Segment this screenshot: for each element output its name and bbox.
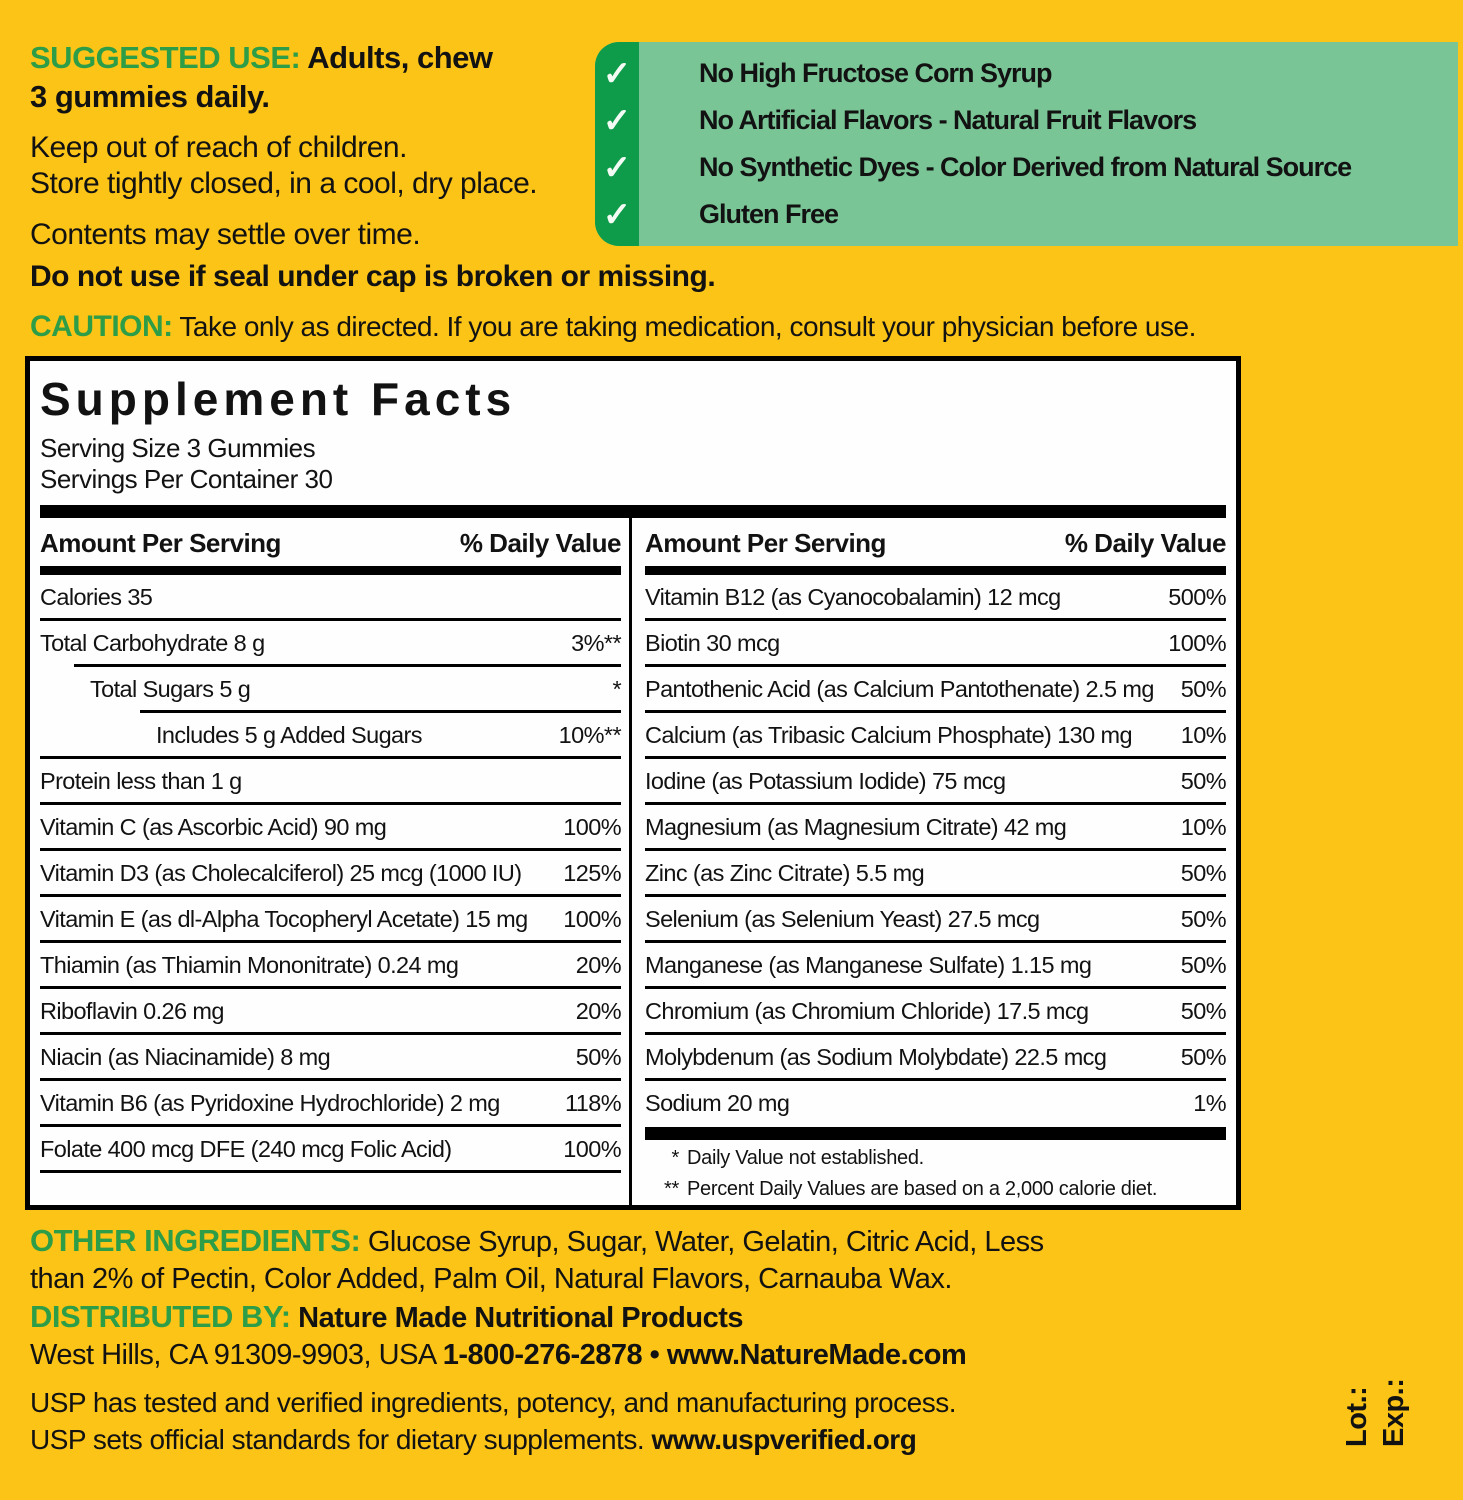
usp-tested-line: USP has tested and verified ingredients, potency, and manufacturing process. [30, 1387, 956, 1418]
amount-per-serving-header: Amount Per Serving [645, 528, 886, 558]
table-row [40, 986, 621, 1032]
table-row [40, 1078, 621, 1124]
other-ingredients-label: OTHER INGREDIENTS: [30, 1223, 361, 1258]
distributed-by-label: DISTRIBUTED BY: [30, 1299, 291, 1334]
nutrient-name: Selenium (as Selenium Yeast) 27.5 mcg [645, 906, 1040, 932]
caution-label: CAUTION: [30, 310, 173, 343]
nutrient-name: Vitamin E (as dl-Alpha Tocopheryl Acetate) 15 mg [40, 906, 528, 932]
divider-bar [645, 1127, 1226, 1140]
table-row [645, 572, 1226, 618]
lot-exp-block [1339, 1355, 1413, 1447]
nutrient-value: 50% [1180, 906, 1226, 932]
nutrient-name: Sodium 20 mg [645, 1090, 790, 1116]
checkmark-icon: ✓ [602, 101, 632, 140]
table-row [40, 1032, 621, 1078]
claim-label: No Artificial Flavors - Natural Fruit Flavors [699, 105, 1197, 135]
nutrient-name: Protein less than 1 g [40, 768, 242, 794]
address-text: West Hills, CA 91309-9903, USA [30, 1339, 443, 1371]
table-row [645, 940, 1226, 986]
nutrient-name: Thiamin (as Thiamin Mononitrate) 0.24 mg [40, 952, 459, 978]
nutrient-value: 50% [1180, 768, 1226, 794]
lot-label: Lot.: [1341, 1386, 1373, 1447]
claim-item [595, 148, 1458, 187]
footnote-marker: ** [664, 1178, 679, 1200]
nutrient-value: 50% [1180, 1044, 1226, 1070]
nutrient-name: Calcium (as Tribasic Calcium Phosphate) 130 mg [645, 722, 1132, 748]
table-row [645, 756, 1226, 802]
column-header [40, 518, 621, 572]
footnote-text: Daily Value not established. [687, 1147, 924, 1169]
nutrient-value: 500% [1168, 584, 1226, 610]
nutrient-value: 100% [563, 906, 621, 932]
other-ingredients-text1: Glucose Syrup, Sugar, Water, Gelatin, Citric Acid, Less [360, 1226, 1044, 1258]
claim-item [595, 101, 1458, 140]
footnote-percent-dv [645, 1177, 1226, 1202]
nutrient-value: * [612, 676, 621, 702]
nutrient-name: Total Carbohydrate 8 g [40, 630, 265, 656]
servings-per-container-text: Servings Per Container 30 [40, 464, 333, 494]
nutrient-name: Vitamin C (as Ascorbic Acid) 90 mg [40, 814, 387, 840]
supplement-facts-panel [25, 356, 1241, 1210]
nutrient-value: 50% [1180, 860, 1226, 886]
suggested-use-text1: Adults, chew [307, 40, 493, 75]
table-row [74, 664, 621, 710]
table-row [40, 618, 621, 664]
claim-item [595, 54, 1458, 93]
storage-instructions [30, 130, 600, 202]
seal-warning-text: Do not use if seal under cap is broken or missing. [30, 260, 716, 293]
nutrient-name: Manganese (as Manganese Sulfate) 1.15 mg [645, 952, 1092, 978]
facts-columns [40, 518, 1226, 1210]
table-row [40, 894, 621, 940]
checkmark-icon: ✓ [602, 195, 632, 234]
nutrient-value: 10% [1180, 722, 1226, 748]
column-header [645, 518, 1226, 572]
nutrient-name: Riboflavin 0.26 mg [40, 998, 224, 1024]
nutrient-value: 10% [1180, 814, 1226, 840]
store-tightly-text: Store tightly closed, in a cool, dry place. [30, 167, 538, 200]
table-row [140, 710, 621, 756]
nutrient-value: 50% [1180, 998, 1226, 1024]
table-row [40, 1124, 621, 1173]
nutrient-value: 50% [1180, 952, 1226, 978]
keep-out-of-reach-text: Keep out of reach of children. [30, 131, 407, 164]
nutrient-value: 100% [563, 1136, 621, 1162]
daily-value-header: % Daily Value [459, 528, 621, 558]
amount-per-serving-header: Amount Per Serving [40, 528, 281, 558]
divider-bar [40, 505, 1226, 518]
table-row [40, 572, 621, 618]
facts-column-right [632, 518, 1226, 1210]
nutrient-name: Total Sugars 5 g [90, 676, 251, 702]
supplement-facts-title: Supplement Facts [40, 373, 517, 425]
table-row [645, 802, 1226, 848]
suggested-use-block [30, 38, 600, 252]
nutrient-name: Vitamin B6 (as Pyridoxine Hydrochloride) 2 mg [40, 1090, 500, 1116]
website-url: www.NatureMade.com [666, 1339, 967, 1371]
nutrient-value: 3%** [571, 630, 621, 656]
facts-column-left [40, 518, 632, 1210]
claim-label: Gluten Free [699, 199, 839, 229]
other-ingredients-line1 [30, 1222, 1330, 1261]
table-row [40, 756, 621, 802]
address-line [30, 1337, 1330, 1374]
claim-item [595, 195, 1458, 234]
table-row [645, 664, 1226, 710]
table-row [40, 848, 621, 894]
bottom-info-block [30, 1222, 1330, 1458]
nutrient-name: Niacin (as Niacinamide) 8 mg [40, 1044, 331, 1070]
nutrient-value: 10%** [558, 722, 621, 748]
nutrient-name: Chromium (as Chromium Chloride) 17.5 mcg [645, 998, 1089, 1024]
nutrient-name: Vitamin B12 (as Cyanocobalamin) 12 mcg [645, 584, 1061, 610]
table-row [645, 1032, 1226, 1078]
suggested-use-label: SUGGESTED USE: [30, 40, 301, 75]
other-ingredients-line2: than 2% of Pectin, Color Added, Palm Oil, Natural Flavors, Carnauba Wax. [30, 1263, 952, 1295]
nutrient-value: 20% [575, 952, 621, 978]
claims-panel [595, 42, 1458, 246]
nutrient-value: 100% [1168, 630, 1226, 656]
nutrient-name: Zinc (as Zinc Citrate) 5.5 mg [645, 860, 925, 886]
nutrient-name: Folate 400 mcg DFE (240 mcg Folic Acid) [40, 1136, 452, 1162]
nutrient-value: 20% [575, 998, 621, 1024]
claim-label: No Synthetic Dyes - Color Derived from Natural Source [699, 152, 1352, 182]
daily-value-header: % Daily Value [1064, 528, 1226, 558]
suggested-use-line1 [30, 38, 600, 77]
nutrient-value: 100% [563, 814, 621, 840]
usp-standards-text: USP sets official standards for dietary supplements. [30, 1424, 652, 1455]
table-row [40, 802, 621, 848]
nutrient-name: Includes 5 g Added Sugars [156, 722, 422, 748]
table-row [645, 710, 1226, 756]
nutrient-value: 118% [565, 1090, 621, 1116]
nutrient-name: Magnesium (as Magnesium Citrate) 42 mg [645, 814, 1067, 840]
table-row [645, 618, 1226, 664]
nutrient-value: 50% [575, 1044, 621, 1070]
nutrient-value: 50% [1180, 676, 1226, 702]
table-row [645, 986, 1226, 1032]
checkmark-icon: ✓ [602, 54, 632, 93]
footnote-dv-not-established [645, 1146, 1226, 1171]
checkmark-icon: ✓ [602, 148, 632, 187]
table-row [645, 848, 1226, 894]
table-row [40, 940, 621, 986]
table-row [645, 894, 1226, 940]
contents-settle-text: Contents may settle over time. [30, 218, 421, 251]
caution-body: Take only as directed. If you are taking medication, consult your physician before use. [172, 311, 1196, 342]
nutrient-value: 125% [563, 860, 621, 886]
nutrient-value: 1% [1193, 1090, 1226, 1116]
distributor-name: Nature Made Nutritional Products [290, 1302, 743, 1334]
distributed-by-line [30, 1298, 1330, 1337]
table-row [645, 1078, 1226, 1124]
exp-label: Exp.: [1378, 1378, 1410, 1447]
nutrient-name: Iodine (as Potassium Iodide) 75 mcg [645, 768, 1006, 794]
serving-size-text: Serving Size 3 Gummies [40, 433, 316, 463]
nutrient-name: Biotin 30 mcg [645, 630, 780, 656]
footnote-text: Percent Daily Values are based on a 2,000 calorie diet. [687, 1178, 1158, 1200]
nutrient-name: Calories 35 [40, 584, 153, 610]
nutrient-name: Pantothenic Acid (as Calcium Pantothenate) 2.5 mg [645, 676, 1154, 702]
claim-label: No High Fructose Corn Syrup [699, 58, 1052, 88]
suggested-use-line2: 3 gummies daily. [30, 79, 270, 114]
bullet-separator: • [642, 1339, 667, 1371]
usp-standards-line [30, 1421, 1330, 1458]
usp-url: www.uspverified.org [651, 1424, 917, 1455]
phone-number: 1-800-276-2878 [442, 1339, 643, 1371]
nutrient-name: Molybdenum (as Sodium Molybdate) 22.5 mcg [645, 1044, 1107, 1070]
footnote-marker: * [671, 1147, 679, 1169]
caution-text [30, 310, 1410, 344]
nutrient-name: Vitamin D3 (as Cholecalciferol) 25 mcg (1000 IU) [40, 860, 522, 886]
